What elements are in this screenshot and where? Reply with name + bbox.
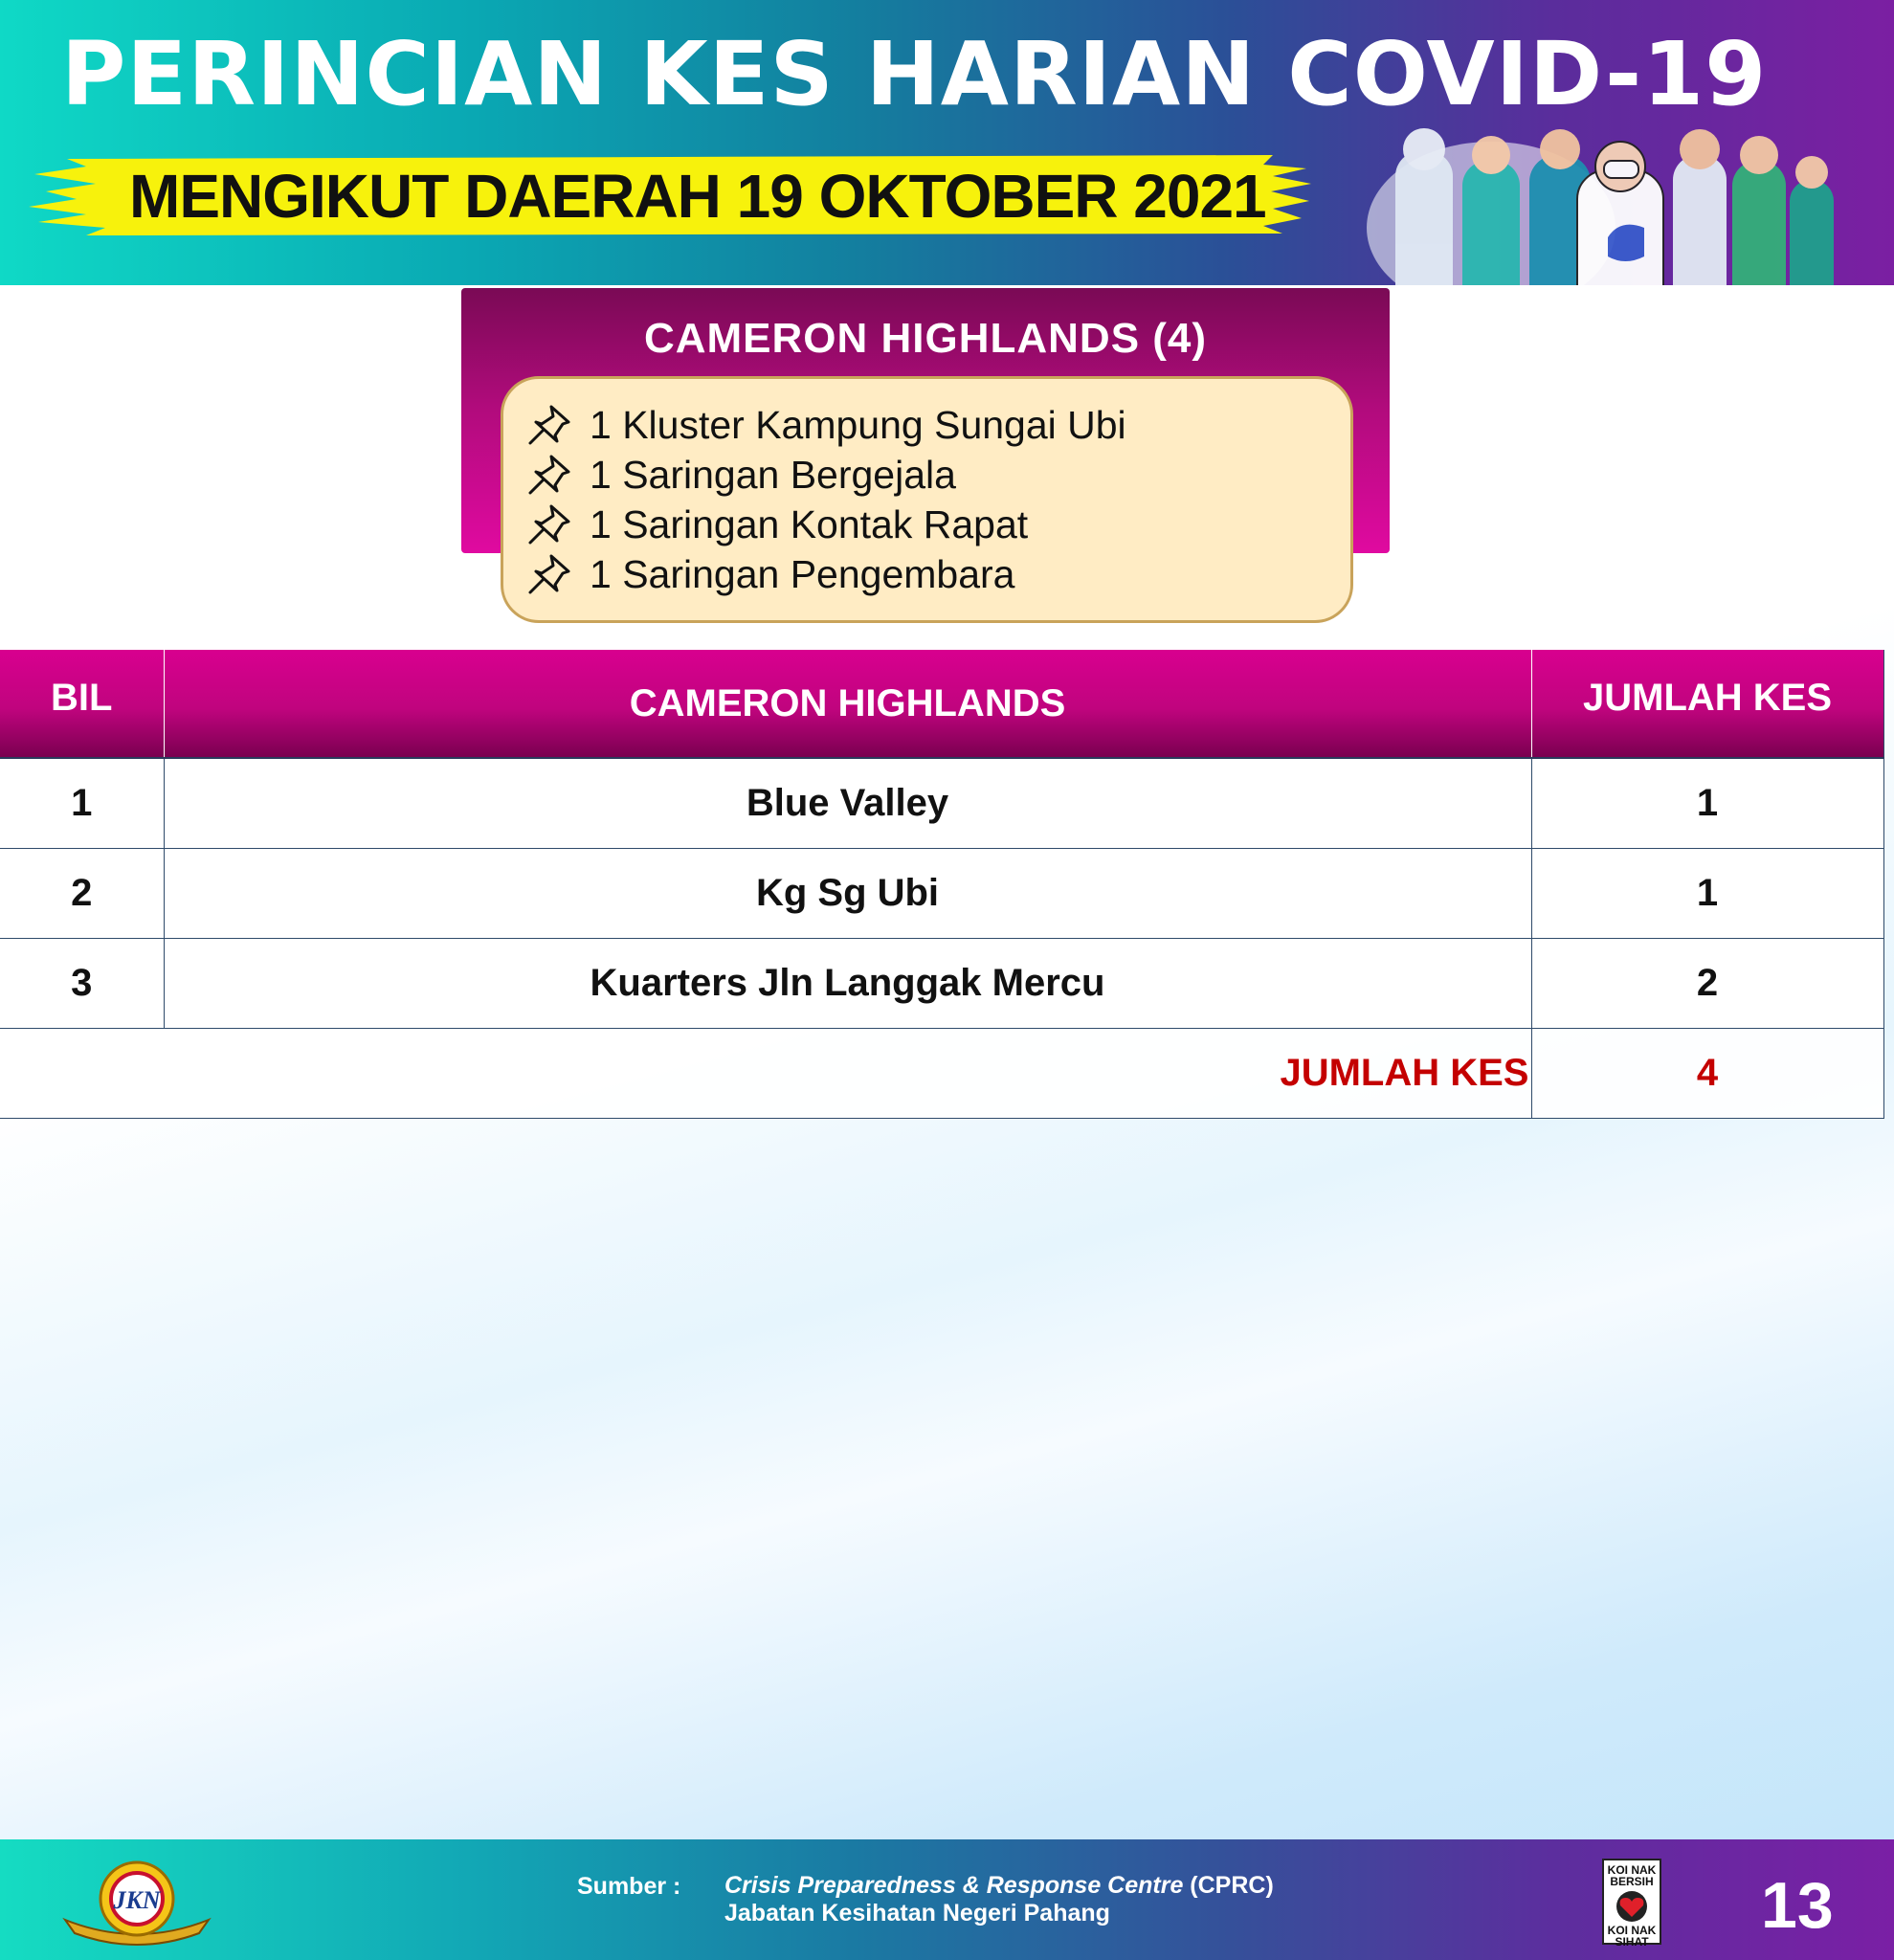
source-org-abbr: (CPRC) <box>1183 1872 1274 1899</box>
note-item <box>526 400 1350 450</box>
source-organization <box>724 1872 1274 1900</box>
source-org-name: Crisis Preparedness & Response Centre <box>724 1872 1184 1899</box>
case-source-notes <box>501 376 1353 623</box>
column-header-cases: JUMLAH KES <box>1531 650 1883 758</box>
note-text: 1 Kluster Kampung Sungai Ubi <box>590 402 1126 447</box>
source-label: Sumber : <box>577 1873 681 1900</box>
district-summary-title: CAMERON HIGHLANDS (4) <box>643 315 1208 362</box>
case-count-cell: 1 <box>1531 849 1883 939</box>
pushpin-icon <box>526 403 574 447</box>
location-cell: Kg Sg Ubi <box>164 849 1531 939</box>
cases-table <box>0 650 1884 1119</box>
badge-top-text: KOI NAK BERSIH <box>1607 1863 1657 1888</box>
footer-bar <box>0 1839 1894 1960</box>
page-title: PERINCIAN KES HARIAN COVID-19 <box>61 23 1768 125</box>
badge-bottom-text: KOI NAK SIHAT <box>1607 1924 1657 1949</box>
subtitle-banner <box>29 151 1316 237</box>
table-header-row <box>0 650 1883 758</box>
health-workers-illustration <box>1357 113 1855 285</box>
column-header-bil: BIL <box>0 650 164 758</box>
logo-lettering: JKN <box>113 1886 161 1914</box>
total-label: JUMLAH KES <box>0 1029 1531 1119</box>
pushpin-icon <box>526 453 574 497</box>
location-cell: Blue Valley <box>164 758 1531 849</box>
koi-nak-sihat-badge <box>1602 1859 1661 1949</box>
heart-icon <box>1611 1890 1653 1923</box>
table-row <box>0 939 1883 1029</box>
row-number: 2 <box>0 849 164 939</box>
note-item <box>526 500 1350 549</box>
total-value: 4 <box>1531 1029 1883 1119</box>
table-row <box>0 849 1883 939</box>
source-department: Jabatan Kesihatan Negeri Pahang <box>724 1900 1110 1927</box>
table-row <box>0 758 1883 849</box>
note-text: 1 Saringan Pengembara <box>590 551 1015 596</box>
case-count-cell: 1 <box>1531 758 1883 849</box>
location-cell: Kuarters Jln Langgak Mercu <box>164 939 1531 1029</box>
row-number: 3 <box>0 939 164 1029</box>
case-count-cell: 2 <box>1531 939 1883 1029</box>
note-item <box>526 549 1350 599</box>
note-text: 1 Saringan Kontak Rapat <box>590 501 1029 546</box>
subtitle-text: MENGIKUT DAERAH 19 OKTOBER 2021 <box>129 162 1266 231</box>
total-row <box>0 1029 1883 1119</box>
jkn-logo <box>56 1853 218 1949</box>
pushpin-icon <box>526 552 574 596</box>
row-number: 1 <box>0 758 164 849</box>
pushpin-icon <box>526 502 574 546</box>
header-banner <box>0 0 1894 285</box>
note-text: 1 Saringan Bergejala <box>590 452 956 497</box>
note-item <box>526 450 1350 500</box>
column-header-location: CAMERON HIGHLANDS <box>164 650 1531 758</box>
page-number: 13 <box>1761 1869 1834 1942</box>
